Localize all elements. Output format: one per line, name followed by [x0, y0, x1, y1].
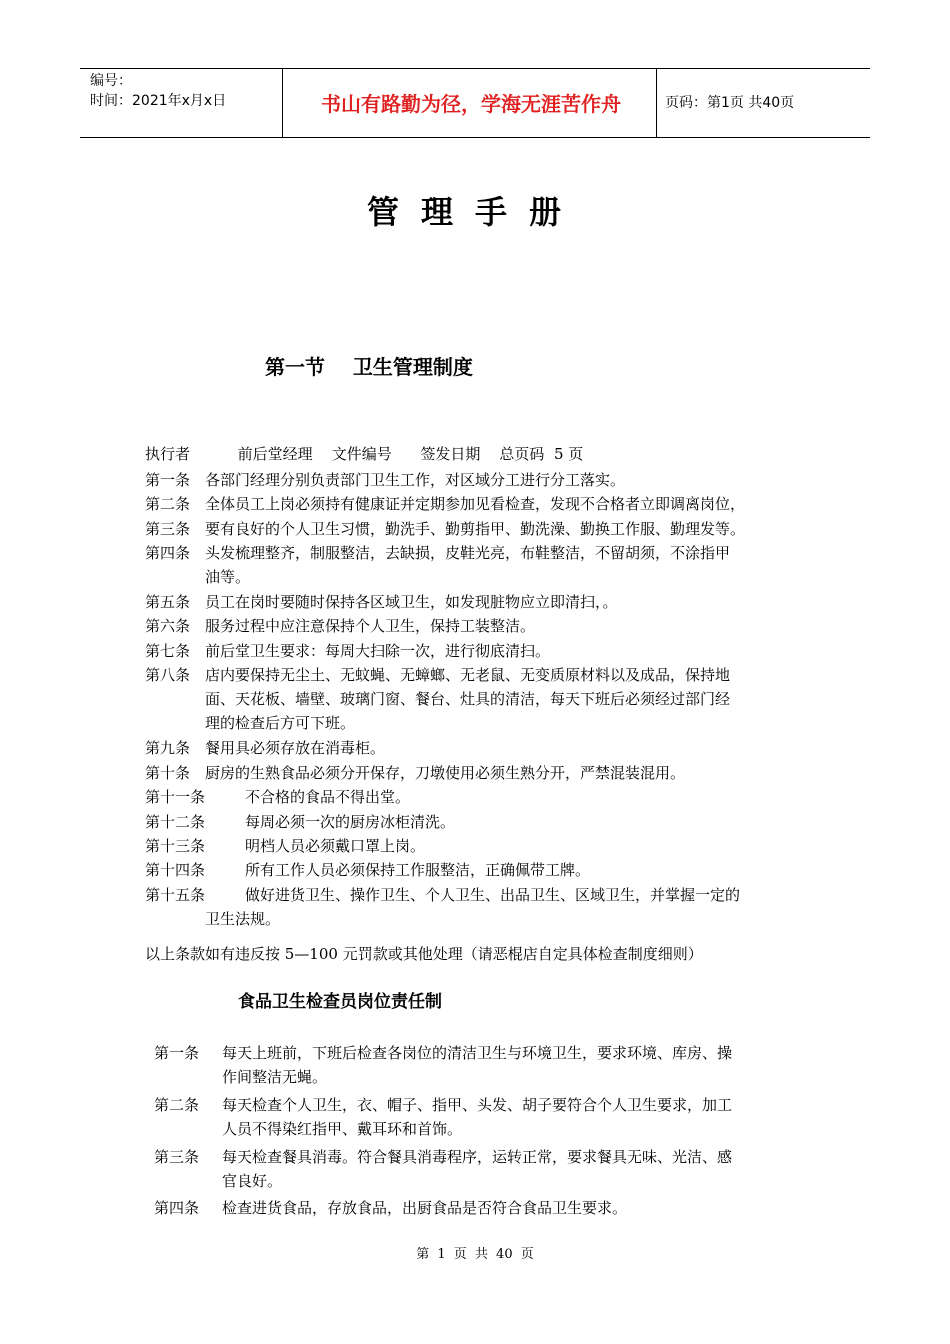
article-line: 厨房的生熟食品必须分开保存，刀墩使用必须生熟分开，严禁混装混用。: [205, 763, 686, 782]
number-label: 编号：: [90, 73, 132, 89]
duty-item: [154, 1093, 810, 1142]
article-line: 理的检查后方可下班。: [205, 714, 356, 733]
duty-label: 第三条: [154, 1147, 200, 1166]
article-item: [145, 810, 810, 834]
article-line: 店内要保持无尘土、无蚊蝇、无蟑螂、无老鼠、无变质原材料以及成品，保持地: [205, 666, 731, 685]
duty-text: [222, 1145, 810, 1193]
article-label: 第十一条: [145, 788, 206, 807]
duty-label: 第二条: [154, 1095, 200, 1114]
duty-text: [222, 1196, 810, 1220]
time-label: 时间：2021年x月x日: [90, 93, 227, 109]
article-item: [145, 492, 810, 516]
article-label: 第四条: [145, 544, 191, 563]
article-text: [145, 468, 810, 492]
article-item: [145, 639, 810, 663]
article-text: [145, 590, 810, 614]
article-text: [145, 785, 810, 809]
article-text: [145, 639, 810, 663]
article-item: [145, 663, 810, 736]
article-label: 第一条: [145, 471, 191, 489]
article-line: 服务过程中应注意保持个人卫生，保持工装整洁。: [205, 617, 536, 636]
article-line: 不合格的食品不得出堂。: [245, 788, 411, 807]
article-label: 第七条: [145, 641, 191, 660]
duty-item: [154, 1041, 810, 1090]
article-text: [145, 492, 810, 516]
duty-line: 检查进货食品，存放食品，出厨食品是否符合食品卫生要求。: [222, 1199, 628, 1218]
article-text: [145, 883, 810, 931]
duty-line: 每天检查个人卫生，衣、帽子、指甲、头发、胡子要符合个人卫生要求，加工: [222, 1095, 733, 1114]
article-item: [145, 590, 810, 614]
header-info: [90, 71, 226, 111]
article-text: [145, 517, 810, 541]
article-line: 全体员工上岗必须持有健康证并定期参加见看检查，发现不合格者立即调离岗位，: [205, 495, 746, 514]
article-item: [145, 858, 810, 882]
duty-line: 人员不得染红指甲、戴耳环和首饰。: [222, 1119, 463, 1138]
duty-line: 官良好。: [222, 1171, 283, 1190]
page-header: [80, 68, 870, 138]
article-line: 油等。: [205, 568, 251, 587]
article-item: [145, 761, 810, 785]
article-line: 各部门经理分别负责部门卫生工作，对区域分工进行分工落实。: [205, 471, 626, 489]
section-meta: 执行者 前后堂经理 文件编号 签发日期 总页码 5 页: [145, 445, 584, 463]
article-text: [145, 541, 810, 589]
article-label: 第十四条: [145, 861, 206, 880]
article-label: 第十五条: [145, 885, 206, 904]
duty-title: 食品卫生检查员岗位责任制: [238, 992, 442, 1012]
article-text: [145, 834, 810, 858]
article-text: [145, 858, 810, 882]
penalty-note: 以上条款如有违反按 5—100 元罚款或其他处理（请恶棍店自定具体检查制度细则）: [145, 945, 703, 963]
duty-item: [154, 1145, 810, 1194]
article-label: 第五条: [145, 593, 191, 611]
article-line: 所有工作人员必须保持工作服整洁，正确佩带工牌。: [245, 861, 591, 880]
article-text: [145, 663, 810, 735]
duty-text: [222, 1041, 810, 1089]
article-label: 第二条: [145, 495, 191, 514]
article-text: [145, 736, 810, 760]
article-label: 第八条: [145, 666, 191, 685]
article-item: [145, 834, 810, 858]
article-text: [145, 810, 810, 834]
article-item: [145, 883, 810, 932]
duty-text: [222, 1093, 810, 1141]
article-label: 第六条: [145, 617, 191, 636]
article-label: 第九条: [145, 739, 191, 758]
duty-label: 第一条: [154, 1044, 200, 1062]
duty-line: 每天上班前，下班后检查各岗位的清洁卫生与环境卫生，要求环境、库房、操: [222, 1044, 733, 1062]
article-line: 面、天花板、墙壁、玻璃门窗、餐台、灶具的清洁，每天下班后必须经过部门经: [205, 690, 731, 709]
header-page-code: 页码：第1页 共40页: [665, 95, 795, 111]
duty-line: 每天检查餐具消毒。符合餐具消毒程序，运转正常，要求餐具无味、光洁、感: [222, 1147, 733, 1166]
article-line: 做好进货卫生、操作卫生、个人卫生、出品卫生、区域卫生，并掌握一定的: [245, 885, 741, 904]
document-title: 管理手册: [366, 193, 583, 231]
article-line: 餐用具必须存放在消毒柜。: [205, 739, 386, 758]
article-label: 第十条: [145, 763, 191, 782]
article-label: 第十二条: [145, 812, 206, 831]
duty-item: [154, 1196, 810, 1220]
article-line: 头发梳理整齐，制服整洁，去缺损，皮鞋光亮，布鞋整洁，不留胡须，不涂指甲: [205, 544, 731, 563]
article-text: [145, 761, 810, 785]
article-item: [145, 517, 810, 541]
article-label: 第十三条: [145, 837, 206, 855]
header-motto: 书山有路勤为径，学海无涯苦作舟: [321, 92, 621, 116]
article-item: [145, 468, 810, 492]
article-line: 前后堂卫生要求：每周大扫除一次，进行彻底清扫。: [205, 641, 551, 660]
page-footer: 第 1 页 共 40 页: [416, 1247, 534, 1262]
duty-line: 作间整洁无蝇。: [222, 1068, 328, 1086]
article-label: 第三条: [145, 519, 191, 538]
article-text: [145, 614, 810, 638]
article-item: [145, 736, 810, 760]
duty-label: 第四条: [154, 1199, 200, 1218]
article-line: 明档人员必须戴口罩上岗。: [245, 837, 426, 855]
article-line: 要有良好的个人卫生习惯，勤洗手、勤剪指甲、勤洗澡、勤换工作服、勤理发等。: [205, 519, 746, 538]
article-item: [145, 785, 810, 809]
article-item: [145, 614, 810, 638]
section-title: 第一节 卫生管理制度: [265, 355, 473, 379]
header-divider: [656, 69, 657, 137]
article-line: 卫生法规。: [205, 909, 281, 928]
article-line: 员工在岗时要随时保持各区域卫生，如发现脏物应立即清扫，。: [205, 593, 618, 611]
article-item: [145, 541, 810, 590]
article-line: 每周必须一次的厨房冰柜清洗。: [245, 812, 456, 831]
